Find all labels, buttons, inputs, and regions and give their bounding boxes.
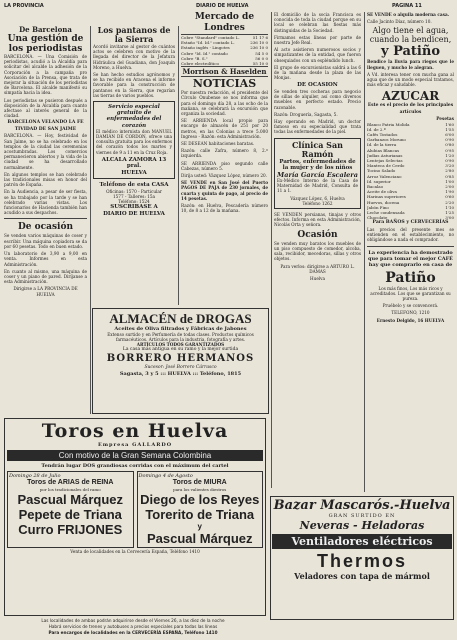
- classified-text: Huelva: [309, 275, 326, 281]
- matador-name: Torerito de Triana: [145, 507, 255, 522]
- ganaderia-sub: por los tradicionales del ramo: [39, 487, 101, 492]
- price-label: Cobre "Standard" contado L.: [181, 35, 240, 40]
- ad-text: Se venden varios máquinas de coser y escribir. Una máquina copiadora se da por 60 pesetas. Todo en buen estado.: [4, 233, 87, 249]
- ad-line: 1577 - Talleres: 15a: [112, 194, 156, 200]
- ad-text: La experiencia ha demostrado que para tomar el mejor CAFÉ hay que comprarlo en casa de: [368, 249, 453, 268]
- ad-text: En cuanto al mismo, una máquina de coser y un piano de pared. Diríjanse a esta Administración.: [4, 268, 87, 285]
- ad-text: Las precios del presente mes se entienden en el establecimiento, no obligándose a nada el comprador.: [367, 226, 454, 243]
- article-text: En algunos templos se han celebrado las tradicionales misas en honor del patrón de España.: [4, 171, 87, 188]
- classified-text: SE DESEAN habitaciones baratas.: [181, 141, 255, 147]
- ad-subtitle: GRAN SURTIDO EN: [328, 513, 396, 519]
- ad-address: Sagasta, 3 y 5 ::: HUELVA ::: Teléfono, 1815: [119, 371, 242, 377]
- column-4: [274, 12, 361, 488]
- ad-title: Servicio especial gratuito de enfermedades del corazón: [106, 104, 162, 129]
- ad-text: Ernesto Delgido, 16 HUELVA: [376, 317, 445, 323]
- ad-banner: Con motivo de la Gran Semana Colombina: [7, 450, 263, 461]
- article-text: El grupo de excursionistas saldrá a las 6 de la mañana desde la plaza de las Monjas.: [274, 64, 361, 81]
- classified-text: Razón: calle Zafra, número 8, 2.º izquierda.: [181, 148, 268, 159]
- ad-clinic-box: [274, 138, 361, 210]
- price-value: 0'85: [445, 173, 454, 179]
- ad-line: SUSCRIBASE A: [110, 204, 158, 211]
- ad-phone: Teléfono 1262: [302, 200, 333, 206]
- price-value: 236 10 0: [250, 45, 268, 51]
- classified-text: Se venden muy baratos los muebles de un piso compuesto de comedor, alcoba, sala, recibidor, mecedoras, sillas y otros objetos.: [274, 240, 361, 262]
- matador-name: Pascual Márquez: [17, 492, 123, 507]
- toros-days: [7, 471, 263, 548]
- toros-date: Domingo 4 de Agosto: [138, 473, 193, 479]
- ad-text: ARTÍCULOS TODOS GARANTIZADOS: [136, 342, 225, 347]
- page-header: [0, 0, 457, 10]
- classified-text: Para verlos: dirigirse a ARTURO L. DAMAS: [280, 263, 355, 274]
- ad-title: Algo tiene el agua, cuando la bendicen,: [369, 26, 452, 45]
- article-text: En la Audiencia, a pesar de ser fiesta, se ha trabajado por la tarde y se han celebrado varias vistas. Los funcionarios de Hacienda también han acudido a sus despachos.: [4, 189, 87, 216]
- ad-text: Bendice la lluvia para riegos que le lleguen, y mucho le alegran.: [367, 59, 454, 70]
- column-rule: [90, 26, 91, 414]
- ad-banner: Ventiladores eléctricos: [272, 534, 452, 549]
- ad-address: Vázquez López, 6, Huelva: [290, 195, 345, 201]
- article-headline: Los pantanos de la Sierra: [97, 26, 171, 44]
- ad-title: Toros en Huelva: [41, 420, 229, 442]
- price-header: Pesetas: [436, 116, 454, 122]
- ad-title: Bazar Mascarós.-Huelva: [273, 498, 451, 513]
- divider: [4, 218, 87, 219]
- ad-line: Oficinas: 1570 - Particular: [106, 188, 162, 194]
- ad-line: Teléfono: 1524: [118, 199, 150, 205]
- matador-name: Curro FRIJONES: [18, 522, 123, 537]
- ad-name: María García Escalera: [277, 170, 358, 179]
- ad-title: Clínica San Ramón: [292, 139, 343, 159]
- footer-line: Para encargos de localidades en la CERVECERÍA ESPAÑA, Teléfono 1410: [48, 630, 218, 635]
- ad-address: ALCALA ZAMORA 13 pral.: [101, 156, 167, 170]
- matador-name: Pepete de Triana: [18, 507, 122, 522]
- price-label: Cobre "B. S.": [181, 55, 208, 61]
- ad-text: La casa más antigua en su ramo y la mejor surtida: [122, 347, 239, 352]
- price-source: Morrison & Haselden: [182, 67, 267, 77]
- price-label: Leche condensada: [367, 210, 405, 216]
- toros-day-1: [7, 471, 134, 548]
- price-label: Blanco Patria Molida: [367, 121, 410, 127]
- price-label: Bacalao: [367, 184, 384, 190]
- price-label: Garbanzos Moruno: [367, 137, 406, 143]
- ad-subtitle: Partos, enfermedades de la mujer y de los niños: [279, 158, 356, 172]
- ad-subtitle: Este es el precio de los principales artículos: [367, 103, 454, 115]
- classified-text: Razón: en Huelva, Pescadería número 10, de 8 a 12 de la mañana.: [181, 203, 268, 214]
- price-label: Aceite de oliva: [367, 189, 397, 195]
- article-subhead: BARCELONA VELANDO LA FE: [7, 120, 84, 126]
- ad-title: AZUCAR: [381, 89, 440, 104]
- section-title: NOTICIAS: [192, 77, 257, 91]
- price-value: 1'90: [445, 189, 454, 195]
- price-label: Harinas superiores: [367, 194, 406, 200]
- ad-phones: [93, 182, 175, 217]
- price-value: 1'60: [445, 121, 454, 127]
- classified-text: Razón: Droguería, Sagasta, 5.: [274, 111, 338, 117]
- price-value: 54 5 0: [255, 50, 268, 56]
- ad-text: El médico internista don MANUEL DAMIÁN DE CORDON, ofrece una consulta gratuita para los enfermos del corazón todos los martes y viernes de 9 a 11 en la Cruz Roja.: [96, 128, 172, 155]
- price-label: Lentejas Selectas: [367, 158, 403, 164]
- classified-text: SE VENDEN persianas, tinajas y otros efectos. Informa en esta Administración, Nicolás Orta y señora.: [274, 212, 361, 228]
- article-text: Firmamos estas líneas por parte de nuestra Jefe Real.: [274, 34, 361, 46]
- divider: [367, 246, 454, 247]
- ad-text: Extenso surtido y en Perfumería de todas clases. Productos químicos farmacéuticos. Artículos para la industria, fotografía y artes.: [107, 332, 254, 342]
- price-label: Estaño "Id. Id." contado L.: [181, 40, 235, 46]
- article-text: BARCELONA. — Una Comisión de periodistas, acudió a la Alcaldía para solicitar del alcalde la adhesión de la Corporación a la campaña pro Asociación de la Prensa, que trata de mejorar la situación de los periodistas de Barcelona. El alcalde manifestó su simpatía hacia la idea.: [4, 54, 87, 96]
- price-value: 0'90: [445, 137, 454, 143]
- ad-city: HUELVA: [121, 169, 147, 176]
- matador-name: Pascual Márquez: [147, 531, 253, 546]
- article-headline: Una gestión de los periodistas: [7, 34, 84, 54]
- ad-text: Ex-Médico Interno de la Casa de Maternidad de Madrid, Consulta de 11 a 1.: [277, 178, 358, 194]
- ad-line: Thermos: [316, 551, 408, 571]
- ad-subtitle: Aceites de Oliva filtrados y Fábricas de Jabones: [114, 326, 247, 332]
- price-label: Estaño inglés - Lingotes: [181, 45, 230, 51]
- price-value: 6'00: [445, 132, 454, 138]
- article-text: Acordó invitarse al gestor de cuántos actos se celebren con motivo de la llegada del director de la Jefatura Hidráulica del Guadiana, don Joaquín Moreno, a Huelva.: [93, 44, 175, 70]
- article-headline: Mercado de Londres: [181, 12, 268, 35]
- classified-text: SE VENDE en San José del Puerto PAGOS DE PAJA de 230 jornales, de cuarta y quinta de pago, al precio de 14 pesetas.: [181, 180, 268, 201]
- price-label: Jabón Fino: [367, 204, 389, 210]
- section-title: DE OCASION: [297, 82, 338, 89]
- price-value: 3'20: [445, 163, 454, 169]
- ad-bazar: [270, 496, 454, 620]
- price-label: Cobre "Id. Id." contado: [181, 50, 228, 56]
- price-value: 0'80: [445, 142, 454, 148]
- ad-text: Pruébelo y se convencerá.: [382, 303, 439, 309]
- price-label: Huevos, docena: [367, 199, 400, 205]
- footer-line: Habrá servicios de trenes y autobuses a precios especiales para todas las líneas: [48, 624, 218, 629]
- price-value: 2'80: [445, 168, 454, 174]
- price-value: 56 0 0: [255, 55, 268, 61]
- ad-brand: y Patiño: [381, 44, 440, 60]
- classified-text: Calle Jacinto Díaz, número 10.: [367, 19, 432, 25]
- ad-title: De ocasión: [17, 222, 73, 233]
- ad-line: Veladores con tapa de mármol: [294, 571, 430, 581]
- classified-text: Hay operando en Madrid, un doctor famoso en su especialidad que trata todas las enfermedades de la piel.: [274, 118, 361, 135]
- ad-text: Los más finos, Los más ricos y acreditados. Los que se garantizan su pureza.: [370, 285, 451, 301]
- ganaderia: Toros de ARIAS de REINA: [27, 479, 114, 486]
- classified-text: SE ARRIENDA local propio para encargo de almacén de 251 por 20 metros, en las Colonias a trece 5.000 Ingreso - Razón: esta Administración.: [181, 118, 268, 139]
- column-rule: [271, 12, 272, 488]
- header-right: PAGINA 11: [392, 3, 422, 9]
- classified-text: Se venden tres cocheras para negocio de sillas de alquiler, así como diversos muebles en perfecto estado. Precio razonable.: [274, 88, 361, 110]
- column-rule: [178, 26, 179, 305]
- ad-subtitle: Para BAÑOS y CERVECERÍAS: [372, 220, 449, 226]
- classified-text: SE ARRIENDA piso segundo calle Cabezas, número 5.: [181, 160, 268, 171]
- ad-name: BORRERO HERMANOS: [106, 353, 255, 364]
- price-value: 1'00: [445, 178, 454, 184]
- price-label: Id. de la tierra: [367, 142, 397, 148]
- ad-title: ALMACÉN de DROGAS: [109, 311, 252, 326]
- classified-text: SE VENDE o alquila moderna casa.: [367, 12, 450, 17]
- article-text: El domicilio de la socia Francisca es conocida de toda la ciudad porque en su local se celebran las fiestas más distinguidas de la Sociedad.: [274, 12, 361, 33]
- section-title: Ocasión: [297, 229, 338, 240]
- toros-day-2: [137, 471, 264, 548]
- article-text: Al acto asistieron numerosos socios y simpatizantes de la entidad, que fueron obsequiados con un espléndido lunch.: [274, 47, 361, 63]
- price-value: 1'10: [445, 204, 454, 210]
- column-rule: [364, 12, 365, 492]
- classified-text: Dirija usted: Vázquez López, número 20.: [181, 173, 268, 179]
- article-text: Se han hecho estudios agrónomos y se ha recibido en Aracena el informe favorable para la construcción de pantanos en la Sierra, que regarían las tierras de varios pueblos.: [93, 72, 175, 98]
- price-label: Chocolate: [367, 215, 388, 221]
- column-1: [4, 26, 87, 414]
- matador-name: y: [197, 522, 202, 531]
- ad-title: Teléfono de esta CASA: [99, 182, 169, 189]
- price-label: Manteca de Cerdo: [367, 163, 405, 169]
- price-value: 2'00: [445, 184, 454, 190]
- ad-toros: [4, 418, 266, 616]
- price-value: 3'00: [445, 215, 454, 221]
- matador-name: Diego de los Reyes: [140, 492, 260, 507]
- ad-text: Tendrán lugar DOS grandiosas corridas con el máximum del cartel: [41, 463, 229, 469]
- ad-line: DIARIO DE HUELVA: [103, 210, 165, 217]
- price-value: 0'95: [445, 147, 454, 153]
- price-value: 51 17 6: [252, 35, 268, 40]
- article-title: De Barcelona: [19, 26, 72, 34]
- toros-date: Domingo 28 de Julio: [9, 473, 61, 479]
- price-table: [181, 35, 268, 66]
- article-text: BARCELONA. — Hoy, festividad de San Jaime, no se ha celebrado en los templos de la ciudad las ceremonias acostumbradas. Los comercios permanecieron abiertos y la vida de la ciudad se ha desarrollado normalmente.: [4, 133, 87, 170]
- price-table: [367, 122, 454, 221]
- ad-drogas: [92, 308, 269, 414]
- price-value: 1'20: [445, 152, 454, 158]
- ad-subtitle: Empresa GALLARDO: [97, 442, 173, 448]
- column-3: [181, 12, 268, 306]
- ad-text: TELEFONO, 1210: [391, 310, 430, 316]
- price-value: 2'20: [445, 199, 454, 205]
- column-2: [93, 26, 175, 306]
- matadores-list: [139, 492, 262, 546]
- ganaderia: Toros de MIURA: [172, 479, 227, 486]
- ad-text: A Vd. interesa tener con mucha gana al agua que de un modo especial tratamos, más eficaz y saludable.: [367, 71, 454, 88]
- ad-text: Un laboratorio de 3,90 a 9,00 en venta. Informes en esta Administración.: [4, 251, 87, 267]
- ad-text: Venta de localidades en la Cervecería España, Teléfono 1410: [70, 549, 200, 554]
- price-value: 1'55: [445, 126, 454, 132]
- price-value: 236 10 0: [250, 40, 268, 46]
- header-left: LA PROVINCIA: [4, 3, 44, 9]
- price-label: Cafés Tostados: [367, 132, 398, 138]
- price-value: 0'60: [445, 194, 454, 200]
- price-label: Cobre electrolítico: [181, 61, 219, 67]
- toros-footer: [0, 618, 266, 636]
- ad-text: Dirigirse a LA PROVINCIA DE HUELVA: [13, 286, 78, 297]
- article-text: Por nuestra redacción, el presidente del Círculo Onubense se nos informa que para el domingo día 28, a las ocho de la mañana, se celebrará la excursión que organiza la sociedad.: [181, 90, 268, 117]
- article-text: Los periodistas se pusieron después a disposición de la Alcaldía para cuanto afectase al interés general de la ciudad.: [4, 97, 87, 119]
- price-value: 1'25: [445, 210, 454, 216]
- price-label: Judías Asturianas: [367, 152, 403, 158]
- price-label: Tocino Salado: [367, 168, 396, 174]
- header-center: DIARIO DE HUELVA: [196, 3, 249, 9]
- price-label: Id. de 2.ª: [367, 126, 386, 132]
- ad-cardio-box: [93, 101, 175, 179]
- ganaderia-sub: para los valientes diestros: [173, 487, 227, 492]
- article-subhead: TIVIDAD DE SAN JAIME: [14, 126, 77, 132]
- price-label: Arroz Valenciano: [367, 173, 402, 179]
- ad-brand: Patiño: [385, 269, 436, 286]
- column-5: [367, 12, 454, 492]
- matadores-list: [9, 492, 132, 537]
- price-value: 55 10 0: [252, 61, 268, 67]
- price-value: 0'90: [445, 158, 454, 164]
- price-label: Alubias Blancas: [367, 147, 400, 153]
- footer-line: Las localidades de ambas podrán adquirirse desde el Viernes 26, a las diez de la noche: [41, 618, 225, 623]
- ad-text: Sucesor: José Borrero Cárrasco: [144, 365, 217, 370]
- price-label: Id. superior: [367, 178, 391, 184]
- ad-line: Neveras - Heladoras: [299, 519, 425, 532]
